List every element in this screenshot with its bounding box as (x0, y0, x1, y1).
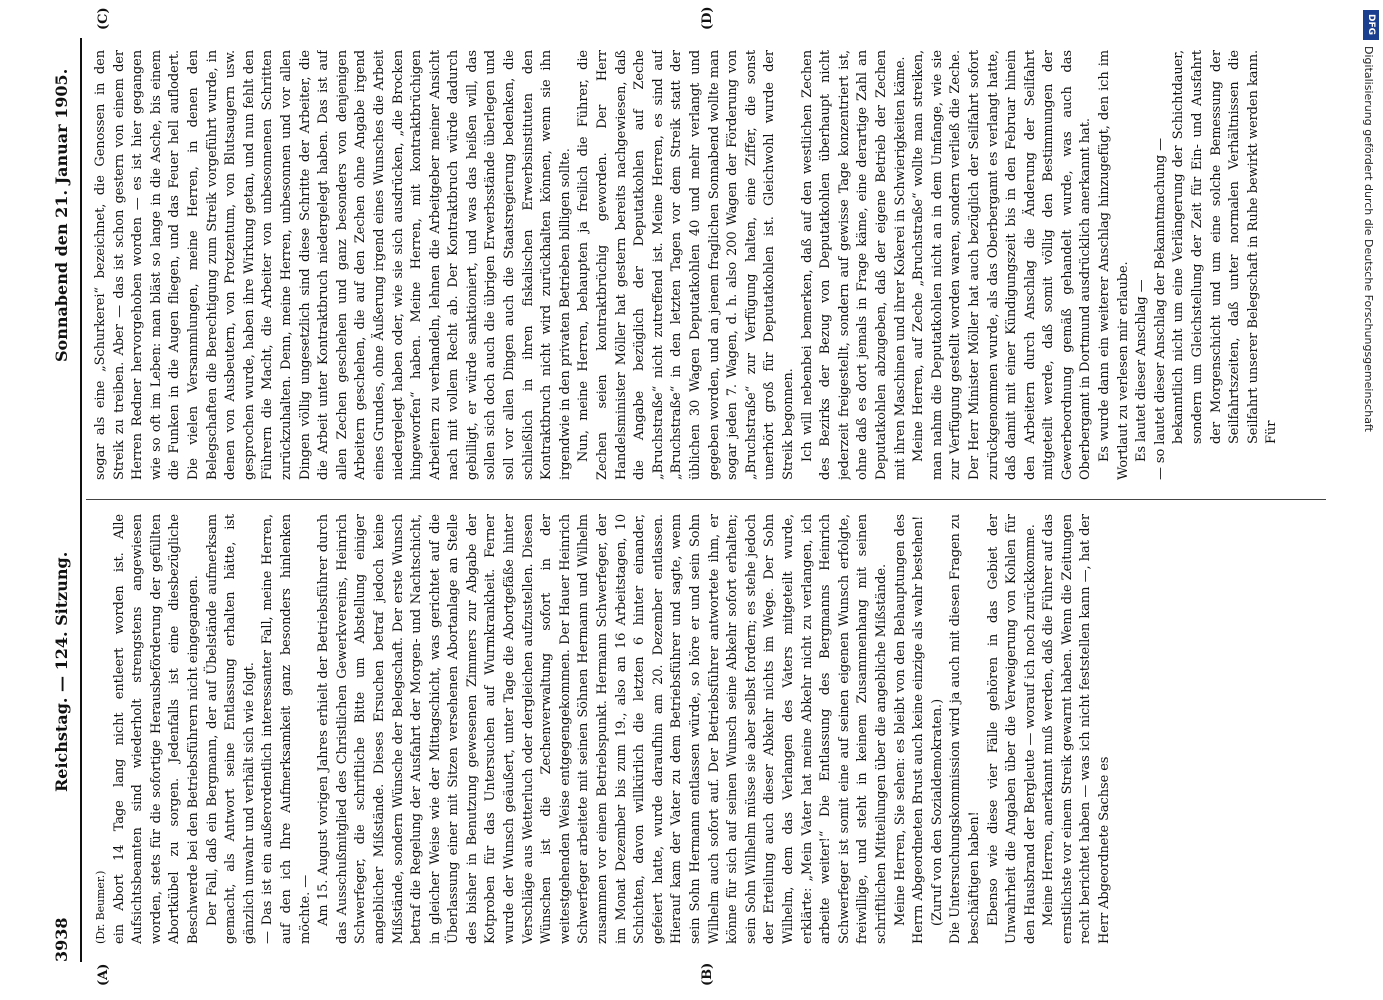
session-date: Sonnabend den 21. Januar 1905. (52, 68, 71, 362)
digitization-note: Digitalisierung gefördert durch die Deutsche Forschungsgemeinschaft (1362, 46, 1375, 432)
right-column (92, 50, 1332, 480)
paragraph: Ich will nebenbei bemerken, daß auf den westlichen Zechen des Bezirks der Bezug von Deputatkohlen überhaupt nicht jederzeit freigestellt, sondern auf gewisse Tage konzentriert ist, ohne daß es dort jemals in Frage käme, eine derartige Zahl an Deputatkohlen abzugeben, daß der eigene Betrieb der Zechen mit ihren Maschinen und ihrer Kokerei in Schwierigkeiten käme. (799, 50, 908, 480)
paragraph: — Das ist ein außerordentlich interessanter Fall, meine Herren, auf den ich Ihre Aufmerksamkeit ganz besonders hinlenken möchte. — (260, 514, 313, 944)
paragraph: Ebenso wie diese vier Fälle gehören in das Gebiet der Unwahrheit die Angaben über die Verweigerung von Kohlen für den Hausbrand der Bergleute — worauf ich noch zurückkomme. (985, 514, 1038, 944)
column-divider (86, 499, 1326, 500)
speaker-context: (Dr. Beumer.) (94, 870, 107, 944)
paragraph: Meine Herren, Sie sehen: es bleibt von den Behauptungen des Herrn Abgeordneten Brust auch keine einzige als wahr bestehen! (892, 514, 927, 944)
paragraph: Nun, meine Herren, behaupten ja freilich die Führer, die Zechen seien kontraktbrüchig geworden. Der Herr Handelsminister Möller hat gestern bereits nachgewiesen, daß die Angabe bezüglich der Deputatkohlen auf Zeche „Bruchstraße“ nicht zutreffend ist. Meine Herren, es sind auf „Bruchstraße“ in den letzten Tagen vor dem Streik statt der üblichen 30 Wagen Deputatkohlen 40 und mehr verlangt und gegeben worden, und an jenem fraglichen Sonnabend wollte man sogar jeden 7. Wagen, d. h. also 200 Wagen der Förderung von „Bruchstraße“ zur Verfügung halten, eine Ziffer, die sonst unerhört groß für Deputatkohlen ist. Gleichwohl wurde der Streik begonnen. (576, 50, 796, 480)
paragraph: ein Abort 14 Tage lang nicht entleert worden ist. Alle Aufsichtsbeamten sind wiederholt strengstens angewiesen worden, stets für die sofortige Herausbeförderung der gefüllten Abortkübel zu sorgen. Jedenfalls ist eine diesbezügliche Beschwerde bei den Betriebsführern nicht eingegangen. (111, 514, 201, 944)
margin-marker-b: (B) (700, 962, 715, 986)
running-head (48, 38, 78, 962)
paragraph: Der Fall, daß ein Bergmann, der auf Übelstände aufmerksam gemacht, als Antwort seine Entlassung erhalten hätte, ist gänzlich unwahr und verhält sich wie folgt. (204, 514, 257, 944)
margin-marker-c: (C) (96, 7, 111, 30)
page-number: 3938 (52, 917, 71, 962)
paragraph: Am 15. August vorigen Jahres erhielt der Betriebsführer durch das Ausschußmitglied des Christlichen Gewerkvereins, Heinrich Schwerfeger, die schriftliche Bitte um Abstellung einiger angeblicher Mißstände. Dieses Ersuchen betraf jedoch keine Mißstände, sondern Wünsche der Belegschaft. Der erste Wunsch betraf die Regelung der Ausfahrt der Morgen- und Nachtschicht, in gleicher Weise wie der Mittagschicht, was gerichtet auf die Überlassung einer mit Sitzen versehenen Abortanlage an Stelle des bisher in Benutzung gewesenen Zimmers zur Abgabe der Kotproben für das Untersuchen auf Wurmkrankheit. Ferner wurde der Wunsch geäußert, unter Tage die Abortgefäße hinter Verschläge aus Wetterluch oder dergleichen aufzustellen. Diesen Wünschen ist die Zechenverwaltung sofort in der weitestgehenden Weise entgegengekommen. Der Hauer Heinrich Schwerfeger arbeitete mit seinen Söhnen Hermann und Wilhelm zusammen vor einem Betriebspunkt. Hermann Schwerfeger, der im Monat Dezember bis zum 19., also an 16 Arbeitstagen, 10 Schichten, davon willkürlich die letzten 6 hinter einander, gefeiert hatte, wurde daraufhin am 20. Dezember entlassen. Hierauf kam der Vater zu dem Betriebsführer und sagte, wenn sein Sohn Hermann entlassen würde, so höre er und sein Sohn Wilhelm auch sofort auf. Der Betriebsführer antwortete ihm, er könne für sich auf seinen Wunsch seine Abkehr sofort erhalten; sein Sohn Wilhelm müsse sie aber selbst fordern; es stehe jedoch der Erteilung auch dieser Abkehr nichts im Wege. Der Sohn Wilhelm, dem das Verlangen des Vaters mitgeteilt wurde, erklärte: „Mein Vater hat meine Abkehr nicht zu verlangen, ich arbeite weiter!“ Die Entlassung des Bergmanns Heinrich Schwerfeger ist somit eine auf seinen eigenen Wunsch erfolgte, freiwillige, und steht in keinem Zusammenhang mit seinen schriftlichen Mitteilungen über die angebliche Mißstände. (316, 514, 889, 944)
paragraph: — so lautet dieser Anschlag der Bekanntmachung — (1152, 138, 1168, 480)
margin-marker-d: (D) (700, 6, 715, 30)
interjection: (Zuruf von den Sozialdemokraten.) (929, 698, 945, 926)
paragraph: Es lautet dieser Anschlag — (1134, 279, 1150, 462)
session-title: Reichstag. — 124. Sitzung. (52, 551, 71, 792)
quoted-notice: bekanntlich nicht um eine Verlängerung der Schichtdauer, sondern um Gleichstellung der Zeit für Ein- und Ausfahrt der Morgenschicht und um eine solche Bemessung der Seilfahrtszeiten, daß unter normalen Verhältnissen die Seilfahrt unserer Belegschaft in Ruhe bewirkt werden kann. Für (1171, 50, 1280, 444)
paragraph: Es wurde dann ein weiterer Anschlag hinzugefügt, den ich im Wortlaut zu verlesen mir erlaube. (1097, 50, 1131, 480)
header-rule (80, 38, 82, 962)
paragraph: Meine Herren, anerkannt muß werden, daß die Führer auf das ernstlichste vor einem Streik gewarnt haben. Wenn die Zeitungen recht berichtet haben — was ich nicht feststellen kann —, hat der Herr Abgeordnete Sachse es (1041, 514, 1113, 944)
paragraph: sogar als eine „Schurkerei“ bezeichnet, die Genossen in den Streik zu treiben. Aber — das ist schon gestern von einem der Herren Redner hervorgehoben worden — es ist hier gegangen wie so oft im Leben: man bläst so lange in die Asche, bis einem die Funken in die Augen fliegen, und das Feuer hell auflodert. Die vielen Versammlungen, meine Herren, in denen den Belegschaften die Berechtigung zum Streik vorgeführt wurde, in denen von Ausbeutern, von Protzentum, von Blutsaugern usw. gesprochen wurde, haben ihre Wirkung getan, und nun fehlt den Führern die Macht, die Arbeiter von unbesonnenen Schritten zurückzuhalten. Denn, meine Herren, unbesonnen und vor allen Dingen völlig ungesetzlich sind diese Schritte der Arbeiter, die die Arbeit unter Kontraktbruch niedergelegt haben. Das ist auf allen Zechen geschehen und ganz besonders von denjenigen Arbeitern geschehen, die auf den Zechen ohne Angabe irgend eines Grundes, ohne Äußerung irgend eines Wunsches die Arbeit niedergelegt haben oder, wie sie sich ausdrücken, „die Brocken hingeworfen“ haben. Meine Herren, mit kontraktbrüchigen Arbeitern zu verhandeln, lehnen die Arbeitgeber meiner Ansicht nach mit vollem Recht ab. Der Kontraktbruch würde dadurch gebilligt, er würde sanktioniert, und was das heißen will, das sollen sich doch auch die übrigen Erwerbsstände überlegen und soll vor allen Dingen auch die Staatsregierung bedenken, die schließlich in ihren fiskalischen Erwerbsinstituten den Kontraktbruch nicht wird zurückhalten können, wenn sie ihn irgendwie in den privaten Betrieben billigen sollte. (93, 50, 573, 480)
dfg-logo: DFG (1363, 10, 1379, 40)
left-column (92, 514, 1332, 944)
paragraph: Die Untersuchungskommission wird ja auch mit diesen Fragen zu beschäftigen haben! (948, 514, 982, 944)
margin-marker-a: (A) (96, 963, 111, 986)
paragraph: Meine Herren, auf Zeche „Bruchstraße“ wollte man streiken, man nahm die Deputatkohlen nicht an in dem Umfange, wie sie zur Verfügung gestellt worden waren, sondern verließ die Zeche. Der Herr Minister Möller hat auch bezüglich der Seilfahrt sofort zurückgenommen wurde, als das Oberbergamt es verlangt hatte, daß damit mit einer Kündigungszeit bis in den Februar hinein den Arbeitern durch Anschlag die Änderung der Seilfahrt mitgeteilt werde, daß somit völlig den Bestimmungen der Gewerbeordnung gemäß gehandelt wurde, was auch das Oberbergamt in Dortmund ausdrücklich anerkannt hat. (911, 50, 1094, 480)
